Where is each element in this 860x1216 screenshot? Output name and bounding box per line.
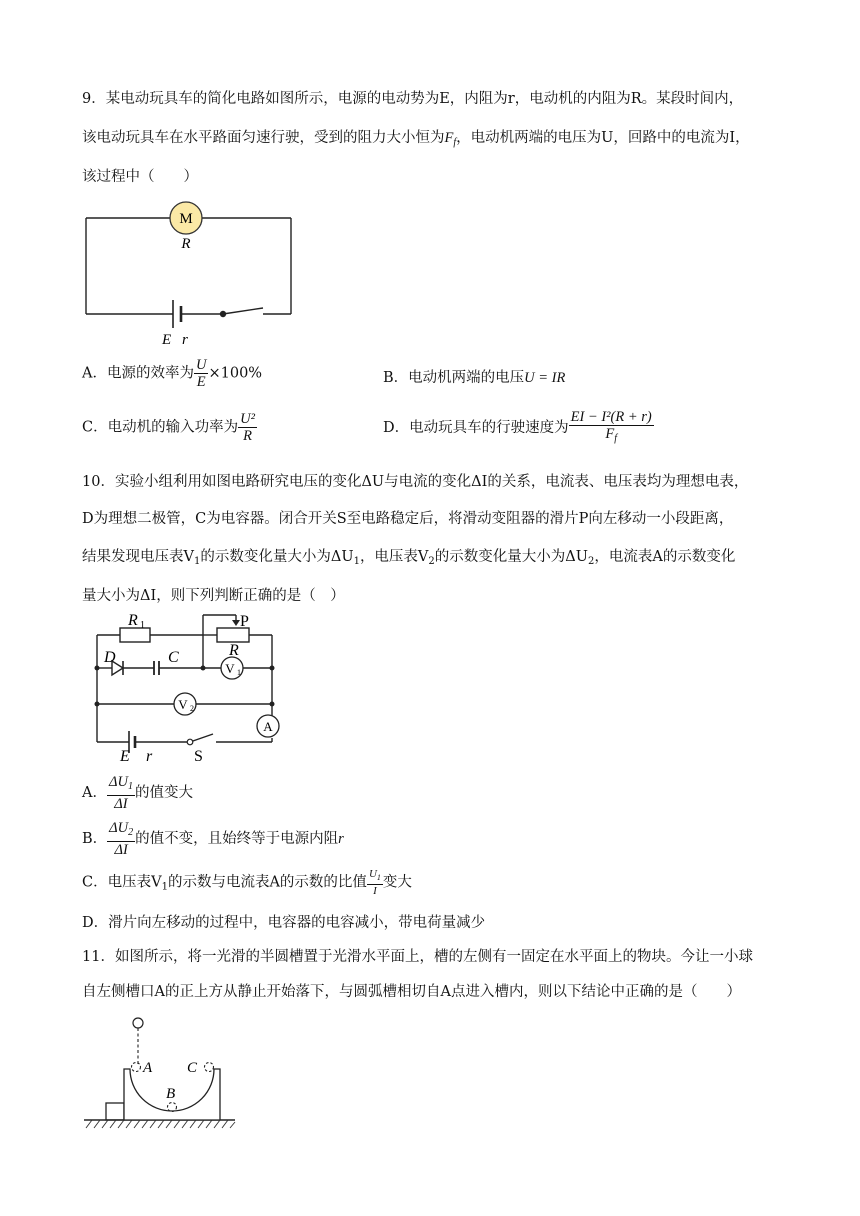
v2-subscript: 2	[190, 704, 194, 713]
q9-line1: 9．某电动玩具车的简化电路如图所示，电源的电动势为E，内阻为r，电动机的内阻为R。某段时间内，	[82, 91, 744, 107]
q9-line2	[82, 128, 750, 153]
diode-label: D	[104, 649, 116, 666]
q9-circuit-diagram	[80, 196, 305, 351]
point-c-label: C	[187, 1060, 198, 1076]
q11-line1: 11．如图所示，将一光滑的半圆槽置于光滑水平面上，槽的左侧有一固定在水平面上的物块。今让一小球	[82, 949, 753, 965]
rheostat-label: R	[229, 642, 239, 659]
q10-line3-b: 的示数变化量大小为ΔU	[200, 549, 354, 565]
ball-position-a	[132, 1063, 141, 1072]
q10-line1: 10．实验小组利用如图电路研究电压的变化ΔU与电流的变化ΔI的关系，电流表、电压表均为理想电表，	[82, 474, 749, 490]
q9-option-a-text: A．电源的效率为	[82, 365, 194, 382]
fraction-numerator	[367, 868, 383, 885]
q9-line3: 该过程中（ ）	[82, 169, 198, 185]
q10-line2: D为理想二极管，C为电容器。闭合开关S至电路稳定后，将滑动变阻器的滑片P向左移动一小段距离，	[82, 511, 734, 527]
ff-denominator: F	[605, 426, 615, 442]
q10-option-c-suffix: 变大	[382, 874, 412, 891]
q9-line2-b: ，电动机两端的电压为U，回路中的电流为I，	[456, 130, 750, 146]
internal-resistance-label: r	[182, 332, 188, 348]
subscript-1: 1	[161, 881, 168, 893]
q9-option-d-fraction	[569, 409, 654, 447]
fraction-denominator: R	[243, 428, 252, 444]
q10-line3-a: 结果发现电压表V	[82, 549, 194, 565]
q9-line2-a: 该电动玩具车在水平路面匀速行驶，受到的阻力大小恒为	[82, 130, 445, 146]
option-label: B．	[82, 831, 108, 847]
q9-option-c-fraction	[238, 411, 257, 444]
internal-resistance-label: r	[146, 748, 153, 765]
internal-resistance-symbol: r	[338, 831, 344, 847]
q10-option-c-text: C．电压表V	[82, 874, 162, 891]
q10-option-b	[82, 820, 344, 858]
switch-label: S	[194, 748, 203, 765]
q9-option-b-formula: U = IR	[524, 370, 566, 386]
option-label: A．	[82, 785, 107, 801]
subscript-1: 1	[376, 873, 381, 882]
q10-line3-d: 的示数变化量大小为ΔU	[434, 549, 588, 565]
r1-subscript: 1	[140, 620, 145, 631]
delta-u: ΔU	[108, 774, 128, 790]
motor-resistance-label: R	[181, 236, 191, 252]
q9-option-c	[82, 411, 257, 444]
slider-arrow-icon	[232, 620, 240, 626]
q11-semicircular-groove-diagram	[82, 1012, 242, 1132]
fraction-denominator: I	[373, 885, 377, 897]
q9-option-a-fraction	[194, 357, 208, 390]
ff-subscript: f	[453, 137, 457, 148]
v1-subscript: 1	[237, 668, 241, 677]
fraction-numerator: U	[195, 357, 207, 373]
q10-option-c	[82, 868, 412, 897]
ball-icon	[133, 1018, 143, 1028]
q9-option-b	[383, 366, 565, 387]
q10-line3-e: ，电流表A的示数变化	[594, 549, 736, 565]
emf-label: E	[162, 332, 172, 348]
switch-pivot	[220, 311, 226, 317]
fraction-denominator: ΔI	[114, 796, 128, 812]
u-symbol: U	[368, 868, 377, 880]
q9-option-c-text: C．电动机的输入功率为	[82, 419, 239, 436]
fraction-numerator: EI − I²(R + r)	[570, 409, 652, 425]
subscript-1: 1	[353, 556, 360, 567]
q9-option-a-suffix: ×100%	[208, 365, 263, 382]
q10-option-c-middle: 的示数与电流表A的示数的比值	[167, 874, 367, 891]
emf-label: E	[120, 748, 130, 765]
fraction-denominator	[569, 426, 654, 447]
q10-option-a-fraction	[107, 774, 135, 812]
fraction-numerator: U²	[240, 411, 255, 427]
ammeter-label: A	[263, 719, 273, 734]
subscript-1: 1	[127, 781, 133, 792]
motor-label: M	[179, 211, 193, 227]
q10-option-b-text: 的值不变，且始终等于电源内阻	[135, 831, 339, 847]
q10-line3	[82, 547, 735, 572]
q10-option-a-text: 的值变大	[134, 785, 193, 801]
q9-option-b-text: B．电动机两端的电压	[383, 370, 525, 386]
v1-label: V	[225, 661, 235, 676]
q9-option-d-text: D．电动玩具车的行驶速度为	[383, 420, 569, 436]
subscript-2: 2	[128, 827, 134, 838]
r1-label: R	[128, 612, 138, 629]
fraction-numerator	[107, 774, 135, 796]
q10-circuit-diagram	[90, 612, 290, 770]
v2-label: V	[178, 697, 188, 712]
switch-pivot	[187, 739, 193, 745]
q9-option-d	[383, 409, 654, 447]
q10-line4: 量大小为ΔI，则下列判断正确的是（ ）	[82, 588, 345, 604]
subscript-1: 1	[193, 556, 201, 567]
q10-line3-c: ，电压表V	[359, 549, 429, 565]
q10-option-a	[82, 774, 193, 812]
ff-symbol: F	[444, 130, 454, 146]
ball-position-b	[168, 1103, 177, 1112]
q10-option-d: D．滑片向左移动的过程中，电容器的电容减小，带电荷量减少	[82, 915, 486, 931]
point-a-label: A	[143, 1060, 153, 1076]
point-b-label: B	[166, 1086, 176, 1102]
q10-option-c-fraction	[367, 868, 383, 897]
subscript-2: 2	[588, 556, 595, 567]
delta-u: ΔU	[109, 820, 129, 836]
subscript-2: 2	[428, 556, 435, 567]
q10-option-b-fraction	[107, 820, 135, 858]
fraction-denominator: ΔI	[114, 842, 128, 858]
fraction-denominator: E	[196, 374, 206, 390]
fraction-numerator	[107, 820, 135, 842]
q11-line2: 自左侧槽口A的正上方从静止开始落下，与圆弧槽相切自A点进入槽内，则以下结论中正确的是（ ）	[82, 984, 741, 1000]
capacitor-label: C	[168, 649, 179, 666]
ff-denominator-subscript: f	[614, 433, 617, 444]
slider-p-label: P	[240, 613, 249, 630]
ball-position-c	[205, 1063, 214, 1072]
q9-option-a	[82, 357, 262, 390]
